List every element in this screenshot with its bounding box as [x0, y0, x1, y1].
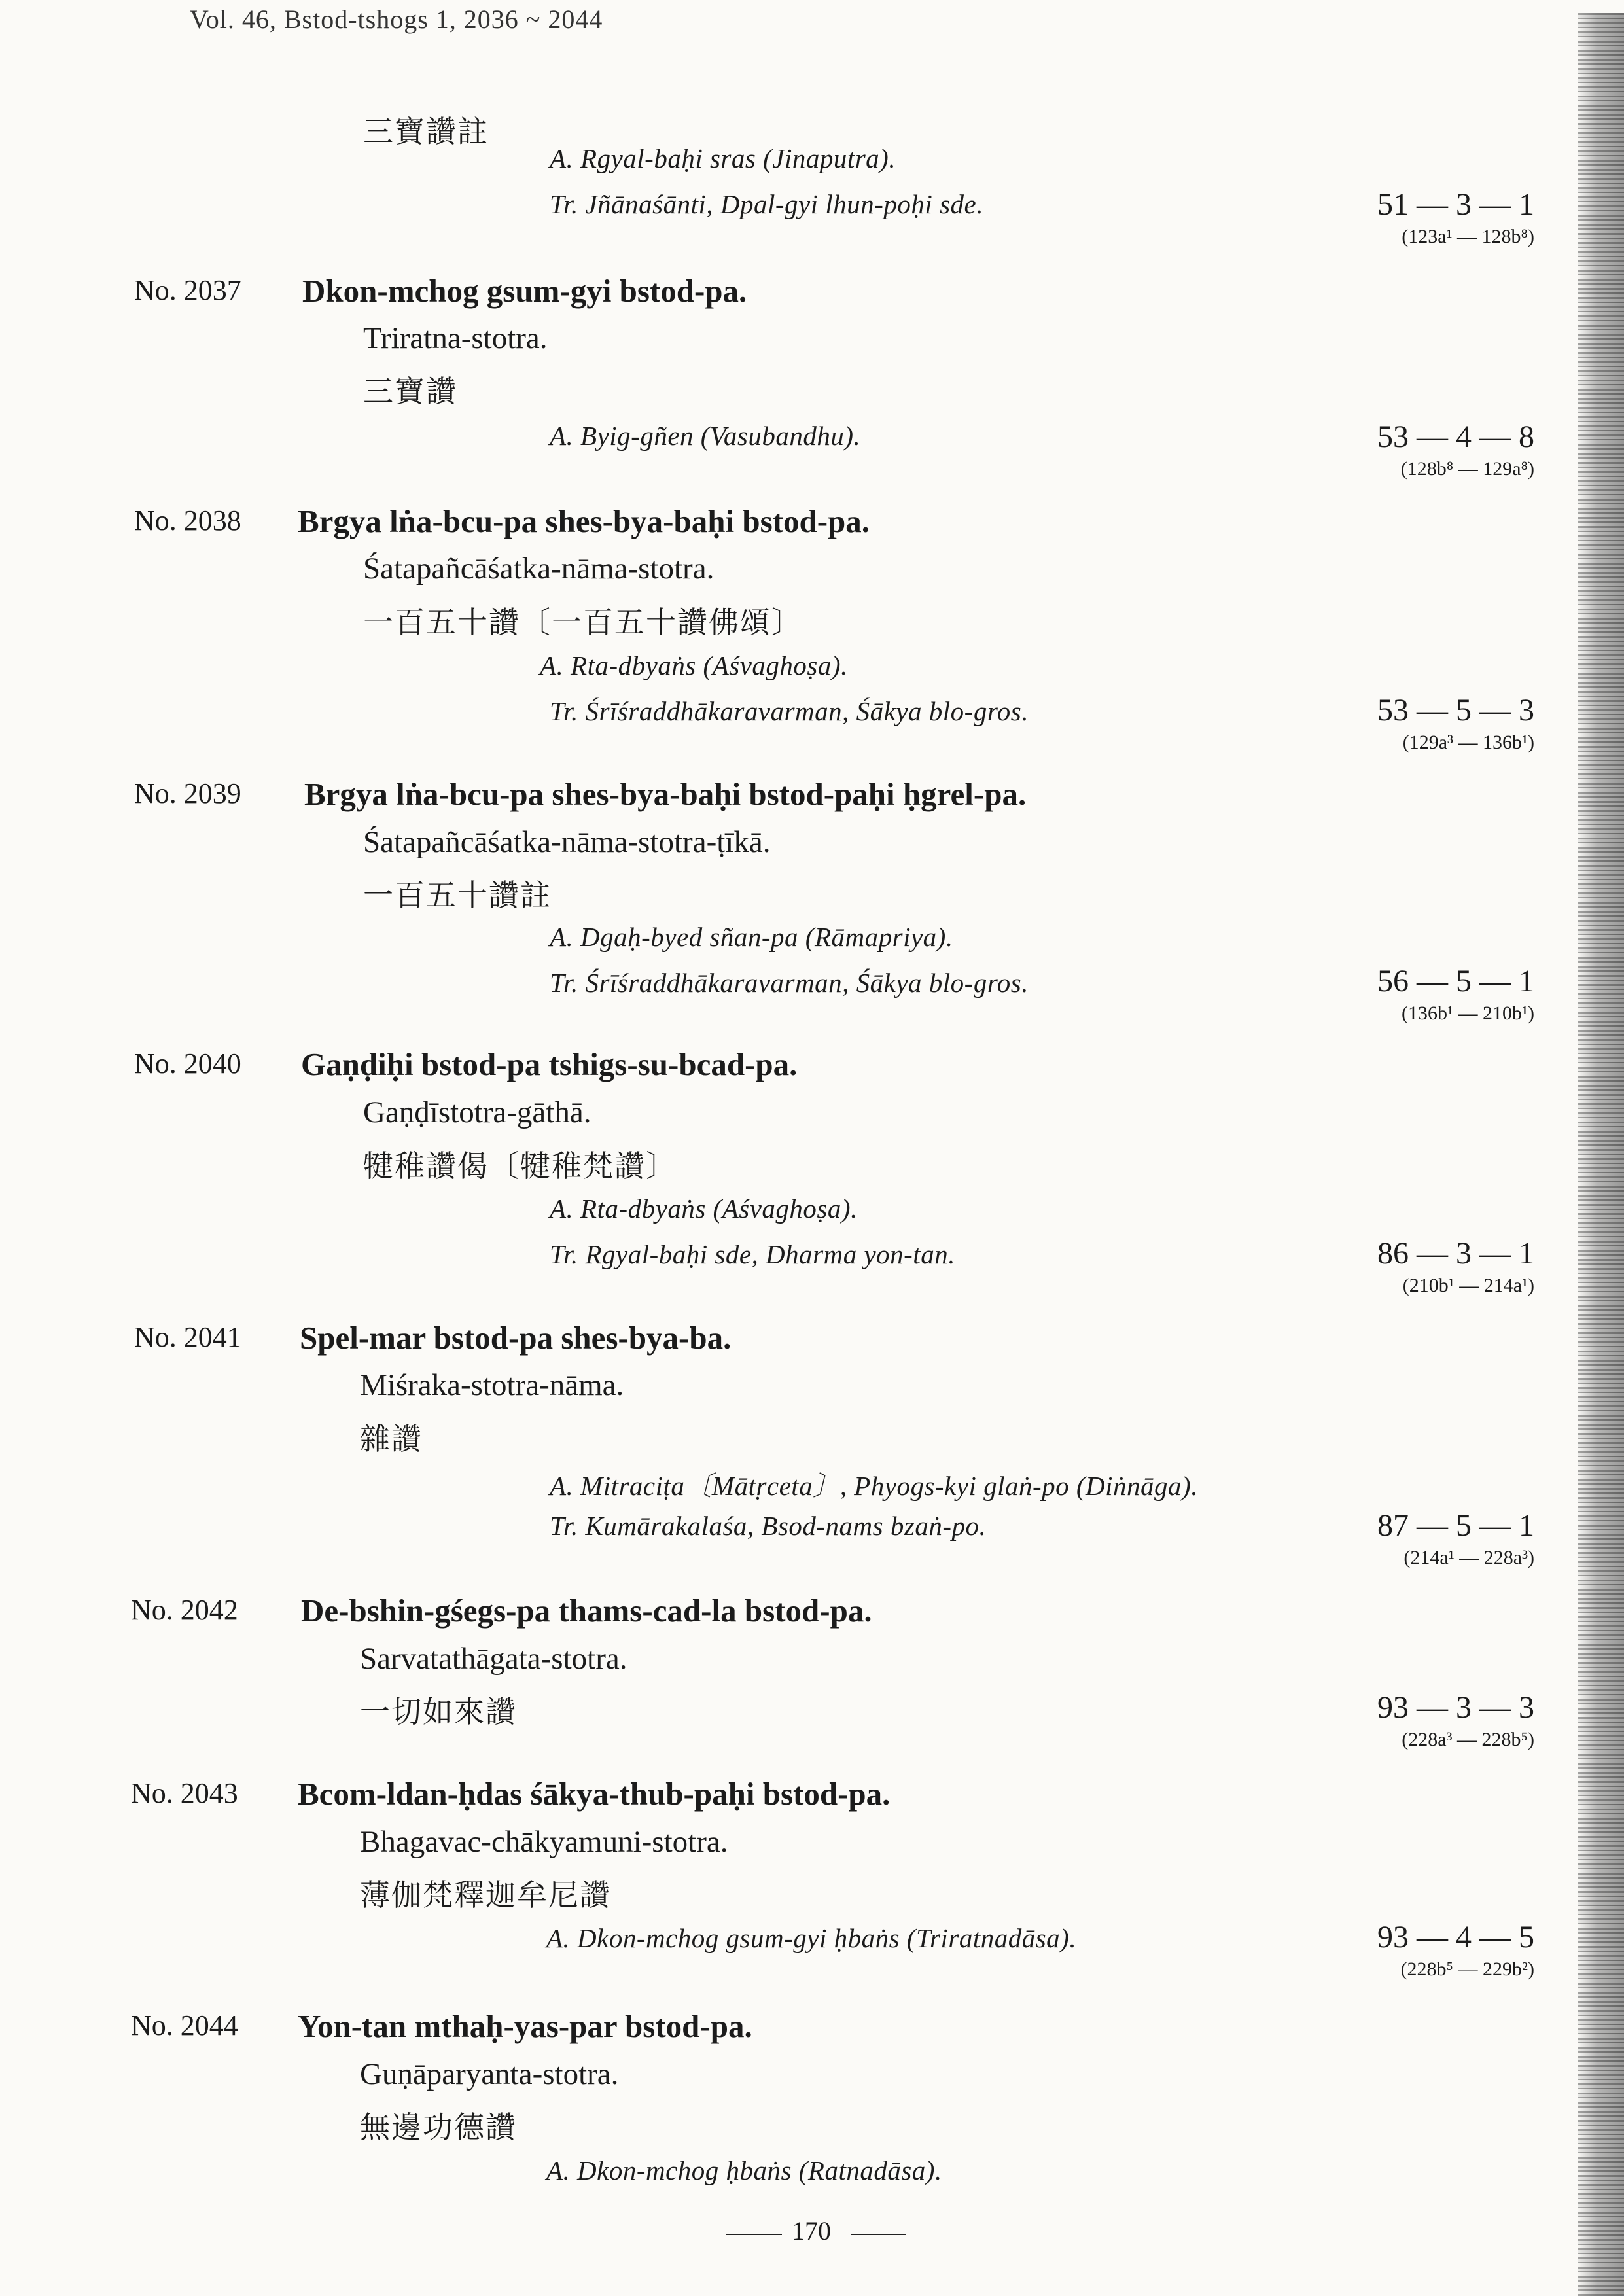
entry-chinese-title: 雜讚 — [360, 1421, 423, 1457]
entry-number: No. 2042 — [131, 1594, 238, 1626]
entry-chinese-title: 三寶讚註 — [363, 114, 489, 149]
entry-folio: (128b⁸ — 129a⁸) — [1400, 458, 1534, 480]
entry-author: A. Dgaḥ-byed sñan-pa (Rāmapriya). — [550, 922, 953, 952]
entry-chinese-title: 無邊功德讚 — [360, 2110, 517, 2145]
entry-chinese-title: 三寶讚 — [363, 374, 457, 409]
entry-folio: (136b¹ — 210b¹) — [1402, 1002, 1534, 1024]
entry-folio: (228a³ — 228b⁵) — [1402, 1729, 1534, 1750]
entry-number: No. 2040 — [134, 1048, 241, 1080]
entry-sanskrit-title: Miśraka-stotra-nāma. — [360, 1368, 624, 1402]
page-number: 170 — [792, 2216, 831, 2246]
entry-sanskrit-title: Śatapañcāśatka-nāma-stotra-ṭīkā. — [363, 825, 771, 859]
entry-tibetan-title: Brgya lṅa-bcu-pa shes-bya-baḥi bstod-paḥi ḥgrel-pa. — [304, 776, 1027, 812]
entry-reference: 53 — 5 — 3 — [1377, 693, 1534, 728]
entry-tibetan-title: Yon-tan mthaḥ-yas-par bstod-pa. — [298, 2008, 752, 2044]
entry-reference: 93 — 3 — 3 — [1377, 1690, 1534, 1725]
entry-folio: (123a¹ — 128b⁸) — [1402, 226, 1534, 247]
entry-folio: (129a³ — 136b¹) — [1402, 732, 1534, 753]
entry-reference: 87 — 5 — 1 — [1377, 1508, 1534, 1543]
entry-tibetan-title: Bcom-ldan-ḥdas śākya-thub-paḥi bstod-pa. — [298, 1776, 891, 1812]
page-number-dash-left — [726, 2234, 782, 2235]
entry-tibetan-title: Gaṇḍiḥi bstod-pa tshigs-su-bcad-pa. — [301, 1046, 798, 1082]
entry-number: No. 2037 — [134, 274, 241, 306]
entry-reference: 93 — 4 — 5 — [1377, 1920, 1534, 1954]
entry-sanskrit-title: Guṇāparyanta-stotra. — [360, 2057, 619, 2091]
entry-number: No. 2043 — [131, 1777, 238, 1809]
entry-translator: Tr. Rgyal-baḥi sde, Dharma yon-tan. — [550, 1239, 955, 1269]
entry-chinese-title: 犍稚讚偈〔犍稚梵讚〕 — [363, 1148, 677, 1184]
entry-reference: 56 — 5 — 1 — [1377, 964, 1534, 998]
entry-author: A. Mitraciṭa〔Mātṛceta〕, Phyogs-kyi glaṅ-po (Diṅnāga). — [550, 1471, 1198, 1501]
entry-author: A. Rgyal-baḥi sras (Jinaputra). — [550, 143, 896, 173]
entry-number: No. 2041 — [134, 1321, 241, 1353]
entry-tibetan-title: De-bshin-gśegs-pa thams-cad-la bstod-pa. — [301, 1593, 872, 1629]
entry-chinese-title: 薄伽梵釋迦牟尼讚 — [360, 1877, 611, 1913]
entry-folio: (214a¹ — 228a³) — [1403, 1547, 1534, 1568]
entry-tibetan-title: Dkon-mchog gsum-gyi bstod-pa. — [302, 273, 747, 309]
page-number-dash-right — [851, 2234, 906, 2235]
entry-author: A. Byig-gñen (Vasubandhu). — [550, 421, 861, 451]
entry-folio: (228b⁵ — 229b²) — [1400, 1958, 1534, 1980]
entry-chinese-title: 一切如來讚 — [360, 1694, 517, 1729]
scanned-page-edge — [1578, 13, 1624, 2296]
running-header: Vol. 46, Bstod-tshogs 1, 2036 ~ 2044 — [190, 5, 603, 34]
entry-sanskrit-title: Bhagavac-chākyamuni-stotra. — [360, 1825, 728, 1859]
entry-chinese-title: 一百五十讚〔一百五十讚佛頌〕 — [363, 605, 803, 640]
entry-reference: 53 — 4 — 8 — [1377, 419, 1534, 454]
entry-author: A. Dkon-mchog gsum-gyi ḥbaṅs (Triratnadāsa). — [546, 1923, 1077, 1953]
entry-sanskrit-title: Śatapañcāśatka-nāma-stotra. — [363, 552, 715, 586]
entry-author: A. Rta-dbyaṅs (Aśvaghoṣa). — [540, 650, 848, 680]
entry-reference: 51 — 3 — 1 — [1377, 187, 1534, 222]
entry-folio: (210b¹ — 214a¹) — [1402, 1275, 1534, 1296]
entry-sanskrit-title: Triratna-stotra. — [363, 321, 548, 355]
entry-number: No. 2044 — [131, 2009, 238, 2041]
entry-sanskrit-title: Gaṇḍīstotra-gāthā. — [363, 1095, 591, 1129]
entry-number: No. 2038 — [134, 504, 241, 537]
entry-translator: Tr. Śrīśraddhākaravarman, Śākya blo-gros. — [550, 696, 1029, 726]
entry-author: A. Rta-dbyaṅs (Aśvaghoṣa). — [550, 1193, 858, 1224]
entry-number: No. 2039 — [134, 777, 241, 809]
entry-chinese-title: 一百五十讚註 — [363, 877, 552, 913]
entry-tibetan-title: Spel-mar bstod-pa shes-bya-ba. — [300, 1320, 732, 1356]
entry-translator: Tr. Jñānaśānti, Dpal-gyi lhun-poḥi sde. — [550, 189, 983, 219]
entry-sanskrit-title: Sarvatathāgata-stotra. — [360, 1642, 627, 1676]
entry-translator: Tr. Kumārakalaśa, Bsod-nams bzaṅ-po. — [550, 1511, 987, 1541]
entry-tibetan-title: Brgya lṅa-bcu-pa shes-bya-baḥi bstod-pa. — [298, 503, 870, 539]
entry-author: A. Dkon-mchog ḥbaṅs (Ratnadāsa). — [546, 2155, 942, 2185]
entry-translator: Tr. Śrīśraddhākaravarman, Śākya blo-gros. — [550, 968, 1029, 998]
entry-reference: 86 — 3 — 1 — [1377, 1236, 1534, 1271]
